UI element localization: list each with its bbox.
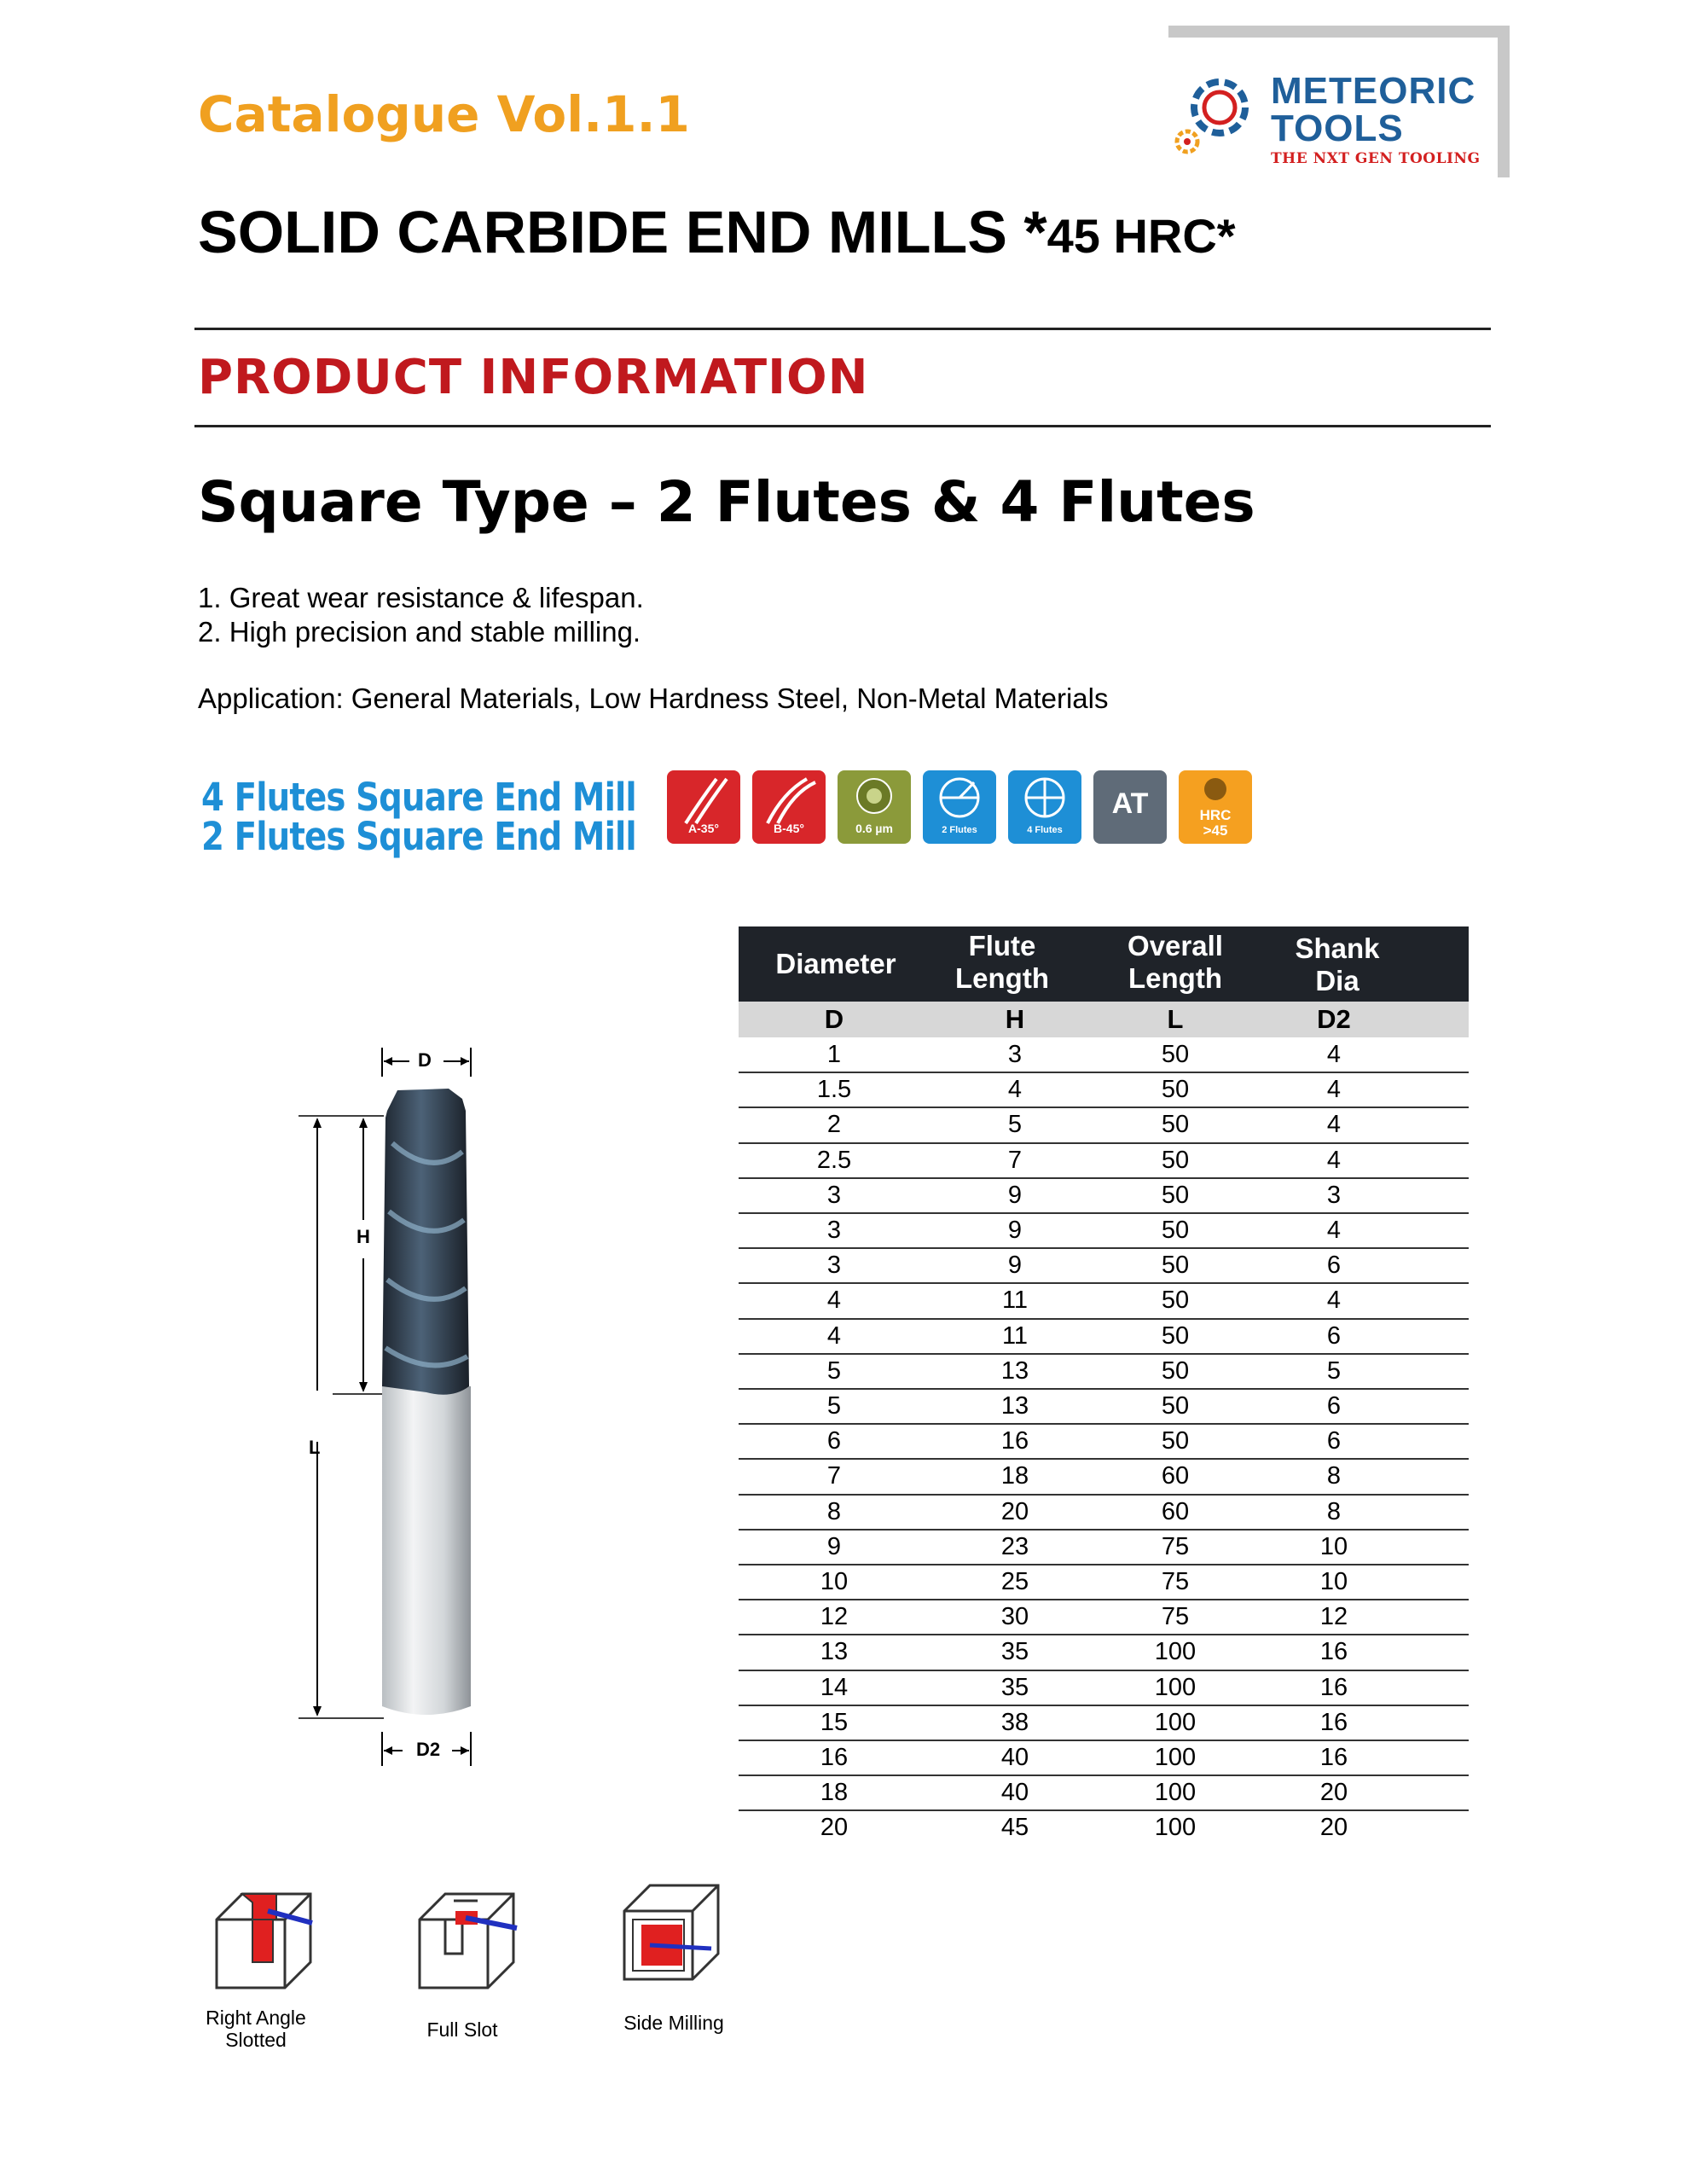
op1-line2: Slotted [225,2029,287,2051]
divider-top [194,328,1491,330]
table-cell: 50 [1161,1252,1190,1280]
table-cell: 75 [1161,1532,1190,1560]
table-cell: 3 [826,1217,842,1244]
table-cell: 50 [1161,1076,1190,1104]
symbol-h: H [1005,1004,1025,1034]
table-cell: 8 [826,1497,842,1525]
op-label-side-milling: Side Milling [623,2012,724,2034]
table-cell: 45 [1000,1814,1029,1842]
helix-35-icon [667,770,740,844]
table-cell: 40 [1000,1744,1029,1771]
table-cell: 3 [1326,1181,1342,1209]
two-flutes-icon [923,770,996,844]
title-hrc: 45 HRC* [1046,209,1236,263]
table-cell: 16 [1319,1673,1348,1701]
table-cell: 8 [1326,1497,1342,1525]
table-cell: 6 [1326,1427,1342,1455]
table-cell: 100 [1154,1708,1197,1736]
right-angle-slotted-icon [208,1885,319,1996]
table-cell: 16 [820,1744,849,1771]
dim-label-d: D [418,1049,432,1071]
table-cell: 35 [1000,1673,1029,1701]
feature-1: 1. Great wear resistance & lifespan. [198,582,644,613]
table-cell: 6 [1326,1321,1342,1350]
op-label-right-angle-slotted [171,2007,341,2051]
hrc-45-icon [1179,770,1252,844]
table-cell: 1 [826,1041,842,1068]
table-cell: 75 [1161,1603,1190,1631]
logo-tagline: THE NXT GEN TOOLING [1271,150,1481,167]
table-cell: 15 [820,1708,849,1736]
catalogue-label: Catalogue Vol.1.1 [198,85,690,143]
table-cell: 9 [826,1532,842,1560]
title-main: SOLID CARBIDE END MILLS * [198,199,1047,265]
section-title: PRODUCT INFORMATION [198,350,869,405]
grain-size-icon [838,770,911,844]
table-cell: 50 [1161,1111,1190,1139]
table-cell: 14 [820,1673,849,1701]
dim-label-d2: D2 [416,1739,441,1760]
table-cell: 100 [1154,1779,1197,1807]
full-slot-icon [411,1885,522,1996]
table-cell: 23 [1000,1532,1029,1560]
badge-label: HRC >45 [1199,807,1232,839]
table-cell: 100 [1154,1814,1197,1842]
table-cell: 4 [1326,1217,1342,1244]
badge-label: B-45° [774,822,804,835]
table-cell: 2 [826,1111,842,1139]
table-cell: 9 [1007,1181,1023,1209]
table-cell: 40 [1000,1779,1029,1807]
table-cell: 35 [1000,1638,1029,1666]
table-cell: 5 [1007,1111,1023,1139]
logo-text-tools: TOOLS [1271,107,1404,149]
table-cell: 100 [1154,1744,1197,1771]
col-header-diameter: Diameter [775,948,896,979]
table-cell: 11 [1001,1287,1029,1315]
badge-label: 2 Flutes [942,825,977,835]
table-cell: 4 [1326,1287,1342,1315]
table-cell: 50 [1161,1287,1190,1315]
table-cell: 3 [1007,1041,1023,1068]
dim-label-l: L [309,1437,321,1458]
table-cell: 50 [1161,1041,1190,1068]
end-mill-diagram [281,1041,520,1774]
table-cell: 13 [820,1638,849,1666]
table-cell: 50 [1161,1392,1190,1420]
table-cell: 50 [1161,1217,1190,1244]
symbol-d: D [824,1004,844,1034]
application-text: Application: General Materials, Low Hardness Steel, Non-Metal Materials [198,682,1109,714]
table-cell: 18 [1000,1462,1029,1490]
table-cell: 10 [820,1568,849,1595]
table-cell: 50 [1161,1146,1190,1174]
table-cell: 50 [1161,1321,1190,1350]
table-cell: 6 [826,1427,842,1455]
op1-line1: Right Angle [206,2007,306,2029]
table-cell: 4 [1326,1111,1342,1139]
table-cell: 4 [1007,1076,1023,1104]
gear-logo-icon [1167,67,1269,160]
table-cell: 5 [1326,1356,1342,1385]
logo-text-meteoric: METEORIC [1271,70,1476,112]
op-label-full-slot: Full Slot [426,2018,498,2041]
table-cell: 5 [826,1392,842,1420]
table-cell: 11 [1001,1321,1029,1350]
product-subtitle: Square Type – 2 Flutes & 4 Flutes [198,469,1255,535]
badge-label: AT [1111,787,1149,820]
blue-title-4-flutes: 4 Flutes Square End Mill [201,775,636,820]
table-cell: 7 [1007,1146,1023,1174]
side-milling-icon [616,1877,727,1988]
table-cell: 1.5 [816,1076,852,1104]
table-cell: 60 [1161,1462,1190,1490]
badge-label: 0.6 µm [855,822,893,835]
col-header-flute-length: Flute Length [955,930,1049,994]
dim-label-h: H [357,1226,370,1247]
coating-at-icon [1093,770,1167,844]
table-cell: 20 [1319,1814,1348,1842]
table-cell: 16 [1319,1708,1348,1736]
table-cell: 4 [826,1287,842,1315]
table-cell: 10 [1319,1532,1348,1560]
table-cell: 38 [1000,1708,1029,1736]
table-cell: 20 [820,1814,849,1842]
table-cell: 8 [1326,1462,1342,1490]
table-cell: 9 [1007,1252,1023,1280]
table-cell: 16 [1319,1744,1348,1771]
table-cell: 12 [820,1603,849,1631]
table-cell: 18 [820,1779,849,1807]
table-cell: 75 [1161,1568,1190,1595]
table-cell: 50 [1161,1181,1190,1209]
divider-bottom [194,425,1491,427]
table-cell: 4 [1326,1041,1342,1068]
table-cell: 100 [1154,1673,1197,1701]
table-cell: 20 [1319,1779,1348,1807]
table-cell: 12 [1319,1603,1348,1631]
table-cell: 2.5 [816,1146,852,1174]
table-cell: 16 [1319,1638,1348,1666]
table-cell: 30 [1000,1603,1029,1631]
table-cell: 7 [826,1462,842,1490]
table-cell: 9 [1007,1217,1023,1244]
table-cell: 5 [826,1356,842,1385]
feature-2: 2. High precision and stable milling. [198,616,641,648]
table-cell: 3 [826,1252,842,1280]
table-cell: 4 [1326,1146,1342,1174]
col-header-overall-length: Overall Length [1128,930,1223,994]
table-cell: 4 [1326,1076,1342,1104]
table-cell: 13 [1000,1356,1029,1385]
table-cell: 10 [1319,1568,1348,1595]
col-header-shank-dia: Shank Dia [1295,932,1380,996]
table-cell: 13 [1000,1392,1029,1420]
table-cell: 100 [1154,1638,1197,1666]
badge-label: 4 Flutes [1027,825,1063,835]
helix-45-icon [752,770,826,844]
table-cell: 3 [826,1181,842,1209]
table-cell: 6 [1326,1392,1342,1420]
four-flutes-icon [1008,770,1081,844]
blue-title-2-flutes: 2 Flutes Square End Mill [201,814,636,859]
table-cell: 25 [1000,1568,1029,1595]
table-cell: 50 [1161,1356,1190,1385]
table-cell: 50 [1161,1427,1190,1455]
table-cell: 6 [1326,1252,1342,1280]
badge-label: A-35° [688,822,719,835]
table-cell: 4 [826,1321,842,1350]
table-cell: 20 [1000,1497,1029,1525]
symbol-d2: D2 [1317,1004,1351,1034]
table-cell: 16 [1000,1427,1029,1455]
page-title [198,198,1236,266]
table-cell: 60 [1161,1497,1190,1525]
symbol-l: L [1167,1004,1184,1034]
